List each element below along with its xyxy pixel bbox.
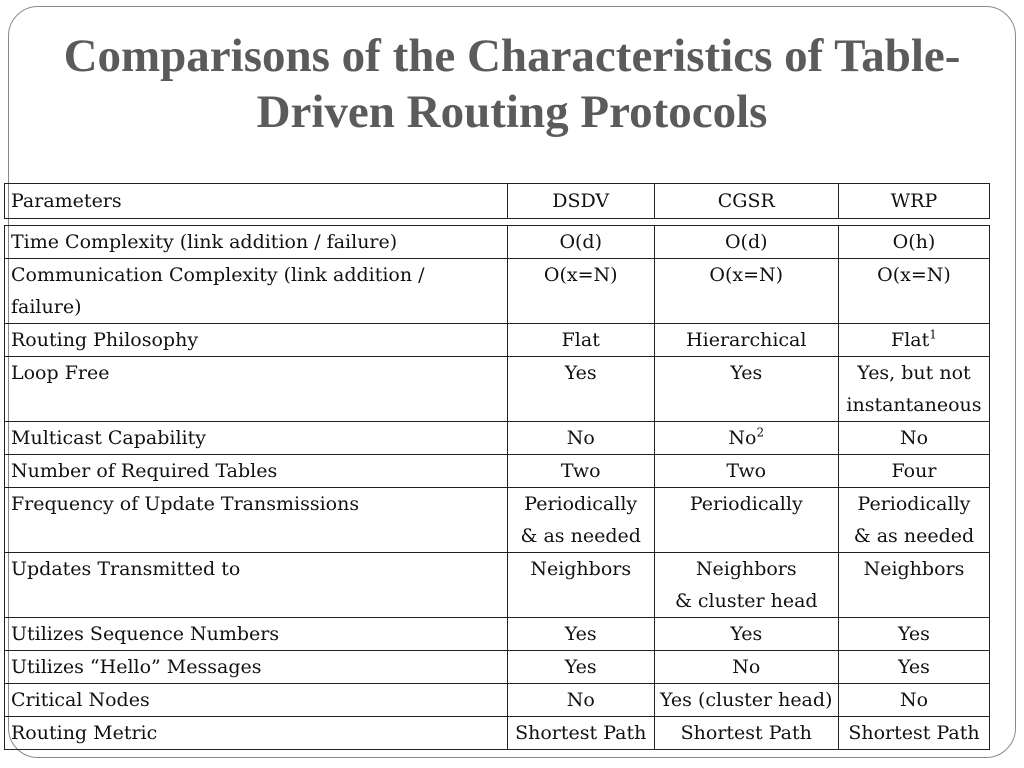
cell-wrp-line-1: Periodically: [857, 493, 971, 515]
cell-parameter: Loop Free: [5, 357, 508, 422]
cell-parameter: Time Complexity (link addition / failure): [5, 226, 508, 259]
cell-wrp-line-2: & as needed: [853, 525, 975, 547]
cell-dsdv: Two: [507, 455, 654, 488]
header-cgsr: CGSR: [654, 184, 838, 219]
cell-wrp-text: Flat: [891, 329, 930, 351]
cell-dsdv: Shortest Path: [507, 717, 654, 750]
cell-wrp-line-2: instantaneous: [846, 394, 982, 416]
cell-cgsr-line-1: Neighbors: [695, 558, 797, 580]
header-gap: [5, 219, 990, 226]
header-row: [5, 184, 990, 219]
header-parameters: Parameters: [5, 184, 508, 219]
cell-wrp: Four: [838, 455, 989, 488]
cell-cgsr: O(d): [654, 226, 838, 259]
header-wrp: WRP: [838, 184, 989, 219]
cell-wrp: O(x=N): [838, 259, 989, 324]
cell-wrp: Yes: [838, 618, 989, 651]
cell-parameter: Routing Metric: [5, 717, 508, 750]
table-row: [5, 226, 990, 259]
footnote-marker: 1: [929, 327, 937, 342]
cell-dsdv: Neighbors: [507, 553, 654, 618]
cell-cgsr: No: [654, 651, 838, 684]
cell-dsdv: O(x=N): [507, 259, 654, 324]
cell-parameter: Multicast Capability: [5, 422, 508, 455]
cell-wrp: [838, 488, 989, 553]
table-row: [5, 324, 990, 357]
table-row: [5, 717, 990, 750]
cell-parameter: Frequency of Update Transmissions: [5, 488, 508, 553]
cell-wrp: No: [838, 684, 989, 717]
cell-dsdv: Yes: [507, 357, 654, 422]
cell-dsdv: Yes: [507, 651, 654, 684]
cell-wrp: Neighbors: [838, 553, 989, 618]
cell-cgsr: O(x=N): [654, 259, 838, 324]
comparison-table: [4, 183, 990, 750]
table-row: [5, 488, 990, 553]
table-row: [5, 684, 990, 717]
cell-parameter: Number of Required Tables: [5, 455, 508, 488]
cell-cgsr: [654, 422, 838, 455]
slide-title-line-1: Comparisons of the Characteristics of Table-: [63, 30, 961, 82]
cell-dsdv-line-2: & as needed: [520, 525, 641, 547]
table-row: [5, 553, 990, 618]
table-row: [5, 422, 990, 455]
cell-wrp-line-1: Yes, but not: [857, 362, 971, 384]
cell-cgsr-line-2: & cluster head: [674, 590, 818, 612]
cell-wrp: Shortest Path: [838, 717, 989, 750]
cell-dsdv: No: [507, 422, 654, 455]
cell-cgsr: Shortest Path: [654, 717, 838, 750]
table-row: [5, 651, 990, 684]
cell-cgsr: Periodically: [654, 488, 838, 553]
cell-dsdv: No: [507, 684, 654, 717]
cell-dsdv-line-1: Periodically: [524, 493, 638, 515]
table-row: [5, 357, 990, 422]
cell-parameter: Updates Transmitted to: [5, 553, 508, 618]
cell-dsdv: Flat: [507, 324, 654, 357]
cell-dsdv: [507, 488, 654, 553]
cell-parameter: Utilizes “Hello” Messages: [5, 651, 508, 684]
cell-cgsr: Yes: [654, 357, 838, 422]
table-row: [5, 455, 990, 488]
cell-wrp: [838, 357, 989, 422]
cell-cgsr: Yes (cluster head): [654, 684, 838, 717]
cell-wrp: O(h): [838, 226, 989, 259]
cell-cgsr-text: No: [728, 427, 757, 449]
cell-parameter: Critical Nodes: [5, 684, 508, 717]
cell-cgsr: [654, 553, 838, 618]
table-row: [5, 618, 990, 651]
cell-wrp: Yes: [838, 651, 989, 684]
table-row: [5, 259, 990, 324]
slide-title: [0, 28, 1024, 140]
cell-cgsr: Yes: [654, 618, 838, 651]
cell-dsdv: Yes: [507, 618, 654, 651]
footnote-marker: 2: [756, 425, 765, 440]
cell-cgsr: Two: [654, 455, 838, 488]
cell-cgsr: Hierarchical: [654, 324, 838, 357]
cell-parameter: Routing Philosophy: [5, 324, 508, 357]
cell-wrp: No: [838, 422, 989, 455]
slide-title-line-2: Driven Routing Protocols: [256, 86, 768, 138]
cell-wrp: [838, 324, 989, 357]
cell-parameter: Communication Complexity (link addition / failure): [5, 259, 508, 324]
header-dsdv: DSDV: [507, 184, 654, 219]
cell-dsdv: O(d): [507, 226, 654, 259]
cell-parameter: Utilizes Sequence Numbers: [5, 618, 508, 651]
